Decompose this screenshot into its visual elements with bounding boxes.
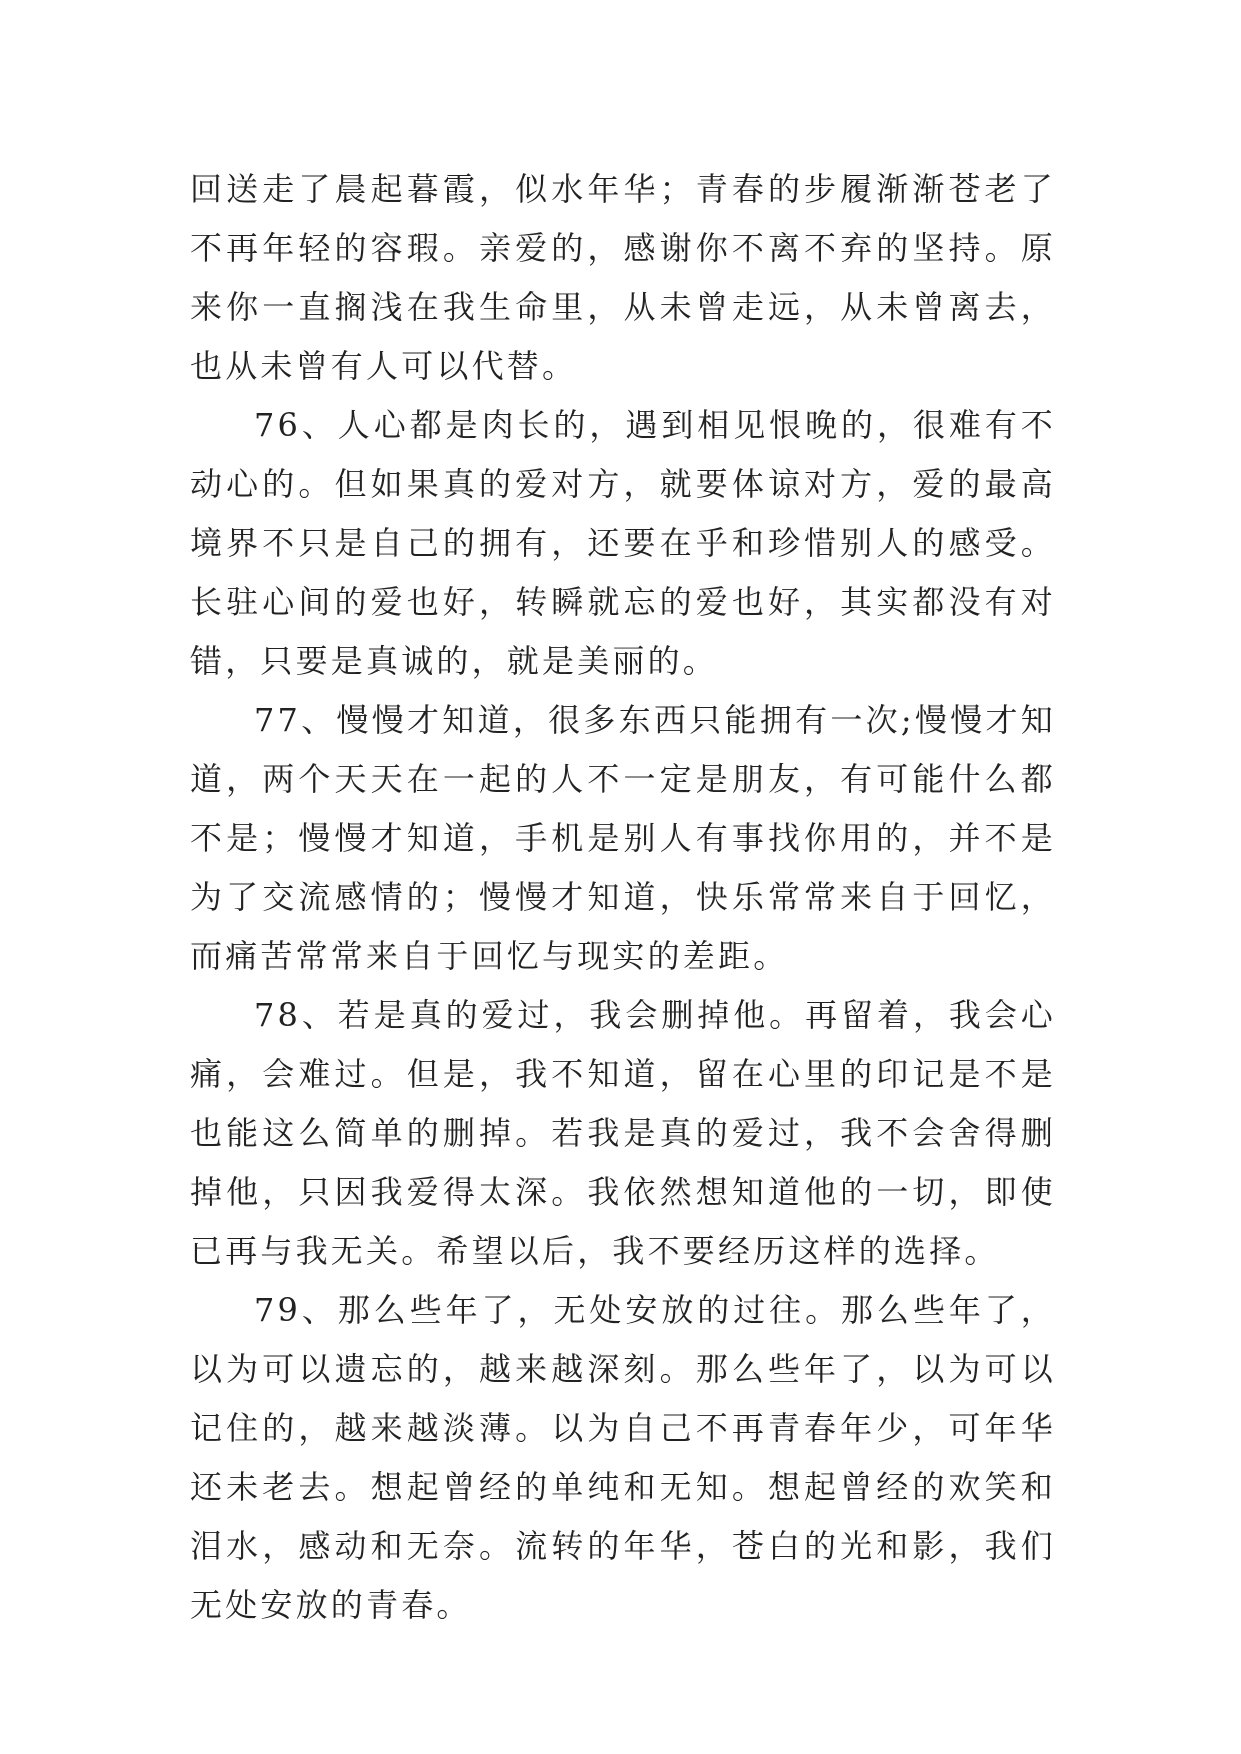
paragraph-77: 77、慢慢才知道，很多东西只能拥有一次;慢慢才知道，两个天天在一起的人不一定是朋友，有可能什么都不是；慢慢才知道，手机是别人有事找你用的，并不是为了交流感情的；慢慢才知道，快乐常常来自于回忆，而痛苦常常来自于回忆与现实的差距。 [190,701,1056,975]
paragraph-continuation: 回送走了晨起暮霞，似水年华；青春的步履渐渐苍老了不再年轻的容瑕。亲爱的，感谢你不离不弃的坚持。原来你一直搁浅在我生命里，从未曾走远，从未曾离去，也从未曾有人可以代替。 [190,170,1056,385]
paragraph-78: 78、若是真的爱过，我会删掉他。再留着，我会心痛，会难过。但是，我不知道，留在心里的印记是不是也能这么简单的删掉。若我是真的爱过，我不会舍得删掉他，只因我爱得太深。我依然想知道他的一切，即使已再与我无关。希望以后，我不要经历这样的选择。 [190,996,1056,1270]
paragraph-76: 76、人心都是肉长的，遇到相见恨晚的，很难有不动心的。但如果真的爱对方，就要体谅对方，爱的最高境界不只是自己的拥有，还要在乎和珍惜别人的感受。长驻心间的爱也好，转瞬就忘的爱也好，其实都没有对错，只要是真诚的，就是美丽的。 [190,406,1056,680]
document-body [190,160,1056,1635]
paragraph-79: 79、那么些年了，无处安放的过往。那么些年了，以为可以遗忘的，越来越深刻。那么些年了，以为可以记住的，越来越淡薄。以为自己不再青春年少，可年华还未老去。想起曾经的单纯和无知。想起曾经的欢笑和泪水，感动和无奈。流转的年华，苍白的光和影，我们无处安放的青春。 [190,1291,1056,1624]
